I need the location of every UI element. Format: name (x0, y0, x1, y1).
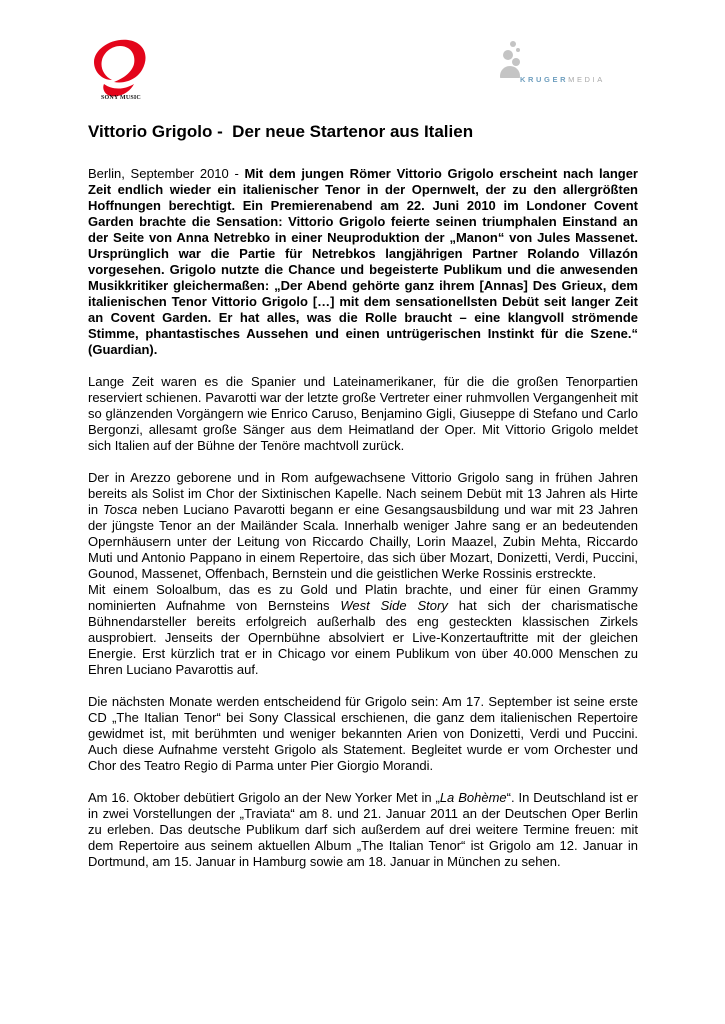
paragraph-career (88, 470, 638, 582)
paragraph-dates (88, 790, 638, 870)
la-boheme-title: La Bohème (439, 790, 507, 805)
intro-bold-text: Mit dem jungen Römer Vittorio Grigolo erscheint nach langer Zeit endlich wieder ein italienischer Tenor in der Opernwelt, der zu den allergrößten Hoffnungen berechtigt. Ein Premierenabend am 22. Juni 2010 im Londoner Covent Garden brachte die Sensation: Vittorio Grigolo feierte seinen triumphalen Einstand an der Seite von Anna Netrebko in einer Neuproduktion der „Manon“ von Jules Massenet. Ursprünglich war die Partie für Netrebkos langjährigen Partner Rolando Villazón vorgesehen. Grigolo nutzte die Chance und begeisterte Publikum und die anwesenden Musikkritiker gleichermaßen: „Der Abend gehörte ganz ihrem [Annas] Des Grieux, dem italienischen Tenor Vittorio Grigolo […] mit dem sensationellsten Debüt seit langer Zeit an Covent Garden. Er hat alles, was die Rolle braucht – eine klangvoll strömende Stimme, phantastisches Aussehen und einen untrügerischen Instinkt für die Szene.“ (Guardian). (88, 166, 638, 357)
sony-music-swirl-icon (90, 38, 150, 100)
album-text-a: Mit einem Soloalbum, das es zu Gold und Platin brachte, und einer für einen Grammy nominierten Aufnahme von Bernsteins (88, 582, 638, 613)
career-text-b: neben Luciano Pavarotti begann er eine Gesangsausbildung und war mit 23 Jahren der jüngste Tenor an der Mailänder Scala. Innerhalb weniger Jahre sang er an bedeutenden Opernhäusern unter der Leitung von Riccardo Chailly, Lorin Maazel, Zubin Mehta, Riccardo Muti und Antonio Pappano in einem Repertoire, das sich über Mozart, Donizetti, Verdi, Puccini, Gounod, Massenet, Offenbach, Bernstein und die geistlichen Werke Rossinis erstreckte. (88, 502, 638, 581)
west-side-story-title: West Side Story (340, 598, 448, 613)
article-body (88, 166, 638, 870)
kruger-media-dots-icon (488, 38, 638, 78)
paragraph-upcoming: Die nächsten Monate werden entscheidend für Grigolo sein: Am 17. September ist seine erste CD „The Italian Tenor“ bei Sony Classical erschienen, die ganz dem italienischen Repertoire gewidmet ist, mit berühmten und weniger bekannten Arien von Donizetti, Verdi und Puccini. Auch diese Aufnahme versteht Grigolo als Statement. Begleitet wurde er vom Orchester und Chor des Teatro Regio di Parma unter Pier Giorgio Morandi. (88, 694, 638, 773)
page-title: Vittorio Grigolo - Der neue Startenor aus Italien (88, 122, 474, 141)
media-wordmark-part: MEDIA (568, 75, 605, 84)
paragraph-intro (88, 166, 638, 358)
paragraph-album (88, 582, 638, 678)
album-text-b: hat sich der charismatische Bühnendarsteller bereits erfolgreich außerhalb des eng gesteckten klassischen Zirkels ausprobiert. Jenseits der Opernbühne absolviert er Live-Konzertauftritte mit der gleichen Energie. Erst kürzlich trat er in Chicago vor einem Publikum von über 40.000 Menschen zu Ehren Luciano Pavarottis auf. (88, 598, 638, 677)
career-text-a: Der in Arezzo geborene und in Rom aufgewachsene Vittorio Grigolo sang in frühen Jahren bereits als Solist im Chor der Sixtinischen Kapelle. Nach seinem Debüt mit 13 Jahren als Hirte in (88, 470, 638, 517)
sony-music-wordmark: SONY MUSIC (101, 95, 141, 101)
dateline: Berlin, September 2010 - (88, 166, 245, 181)
kruger-media-logo (488, 38, 638, 98)
dates-text-b: “. In Deutschland ist er in zwei Vorstellungen der „Traviata“ am 8. und 21. Januar 2011 an der Deutschen Oper Berlin zu erleben. Das deutsche Publikum darf sich außerdem auf drei weitere Termine freuen: mit dem Repertoire aus seinem aktuellen Album „The Italian Tenor“ ist Grigolo am 12. Januar in Dortmund, am 15. Januar in Hamburg sowie am 18. Januar in München zu sehen. (88, 790, 639, 869)
paragraph-history: Lange Zeit waren es die Spanier und Lateinamerikaner, für die die großen Tenorpartien reserviert schienen. Pavarotti war der letzte große Vertreter einer ruhmvollen Vergangenheit mit so glänzenden Vorgängern wie Enrico Caruso, Benjamino Gigli, Giuseppe di Stefano und Carlo Bergonzi, allesamt große Sänger aus dem Heimatland der Oper. Mit Vittorio Grigolo meldet sich Italien auf der Bühne der Tenöre machtvoll zurück. (88, 374, 638, 453)
kruger-media-wordmark (520, 75, 605, 84)
kruger-wordmark-part: KRUGER (520, 75, 569, 84)
dates-text-a: Am 16. Oktober debütiert Grigolo an der New Yorker Met in „ (88, 790, 440, 805)
tosca-title: Tosca (103, 502, 138, 517)
